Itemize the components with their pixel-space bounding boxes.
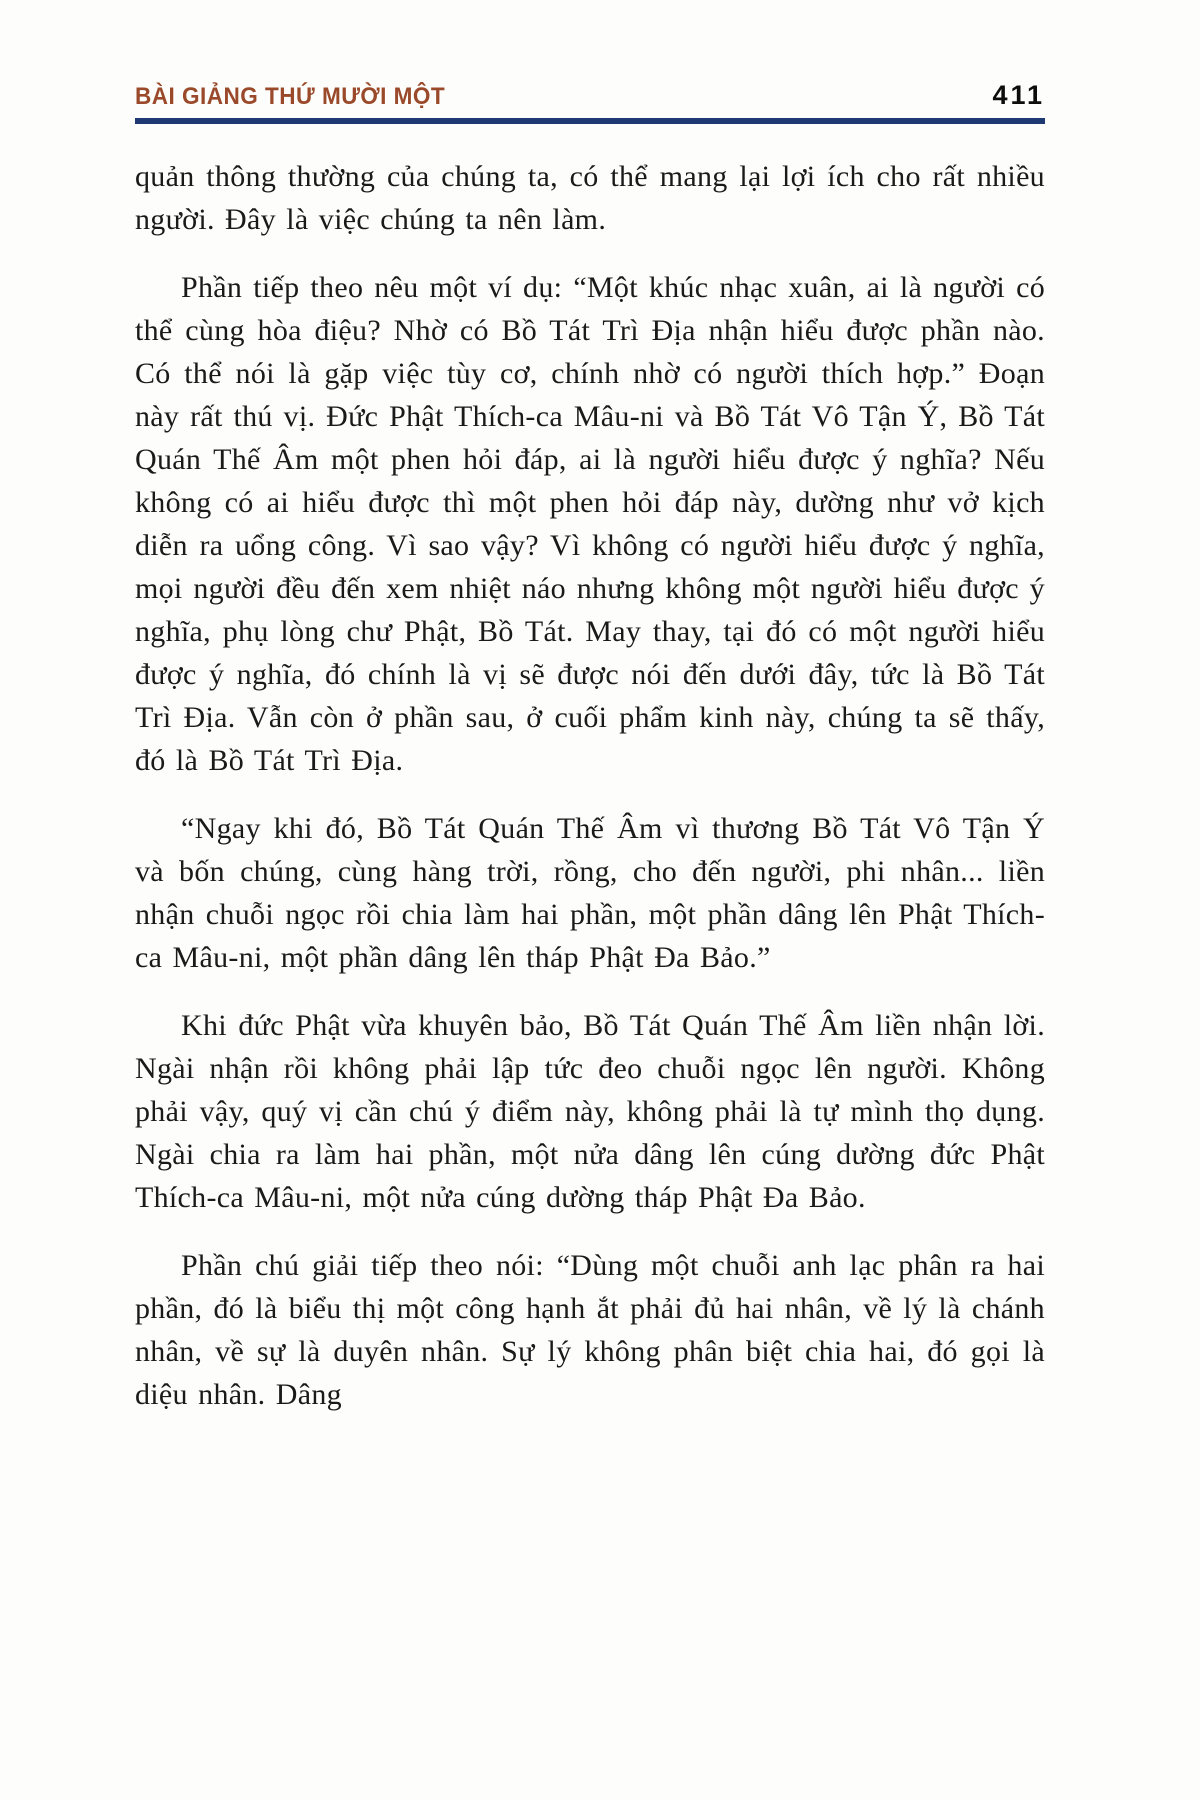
paragraph: “Ngay khi đó, Bồ Tát Quán Thế Âm vì thương Bồ Tát Vô Tận Ý và bốn chúng, cùng hàng trời, rồng, cho đến người, phi nhân... liền nhận chuỗi ngọc rồi chia làm hai phần, một phần dâng lên Phật Thích-ca Mâu-ni, một phần dâng lên tháp Phật Đa Bảo.” [135, 812, 1045, 974]
paragraph: Phần tiếp theo nêu một ví dụ: “Một khúc nhạc xuân, ai là người có thể cùng hòa điệu? Nhờ có Bồ Tát Trì Địa nhận hiểu được phần nào. Có thể nói là gặp việc tùy cơ, chính nhờ có người thích hợp.” Đoạn này rất thú vị. Đức Phật Thích-ca Mâu-ni và Bồ Tát Vô Tận Ý, Bồ Tát Quán Thế Âm một phen hỏi đáp, ai là người hiểu được ý nghĩa? Nếu không có ai hiểu được thì một phen hỏi đáp này, dường như vở kịch diễn ra uổng công. Vì sao vậy? Vì không có người hiểu được ý nghĩa, mọi người đều đến xem nhiệt náo nhưng không một người hiểu được ý nghĩa, phụ lòng chư Phật, Bồ Tát. May thay, tại đó có một người hiểu được ý nghĩa, đó chính là vị sẽ được nói đến dưới đây, tức là Bồ Tát Trì Địa. Vẫn còn ở phần sau, ở cuối phẩm kinh này, chúng ta sẽ thấy, đó là Bồ Tát Trì Địa. [135, 271, 1045, 777]
running-head [135, 80, 1045, 111]
paragraph: Phần chú giải tiếp theo nói: “Dùng một chuỗi anh lạc phân ra hai phần, đó là biểu thị một công hạnh ắt phải đủ hai nhân, về lý là chánh nhân, về sự là duyên nhân. Sự lý không phân biệt chia hai, đó gọi là diệu nhân. Dâng [135, 1249, 1045, 1411]
running-header-title: BÀI GIẢNG THỨ MƯỜI MỘT [135, 83, 446, 110]
body-text [135, 155, 1045, 1441]
page-header [135, 80, 1045, 124]
page-number: 411 [992, 80, 1045, 110]
paragraph: Khi đức Phật vừa khuyên bảo, Bồ Tát Quán Thế Âm liền nhận lời. Ngài nhận rồi không phải lập tức đeo chuỗi ngọc lên người. Không phải vậy, quý vị cần chú ý điểm này, không phải là tự mình thọ dụng. Ngài chia ra làm hai phần, một nửa dâng lên cúng dường đức Phật Thích-ca Mâu-ni, một nửa cúng dường tháp Phật Đa Bảo. [135, 1009, 1045, 1214]
paragraph: quản thông thường của chúng ta, có thể mang lại lợi ích cho rất nhiều người. Đây là việc chúng ta nên làm. [135, 160, 1045, 236]
header-rule [135, 118, 1045, 124]
